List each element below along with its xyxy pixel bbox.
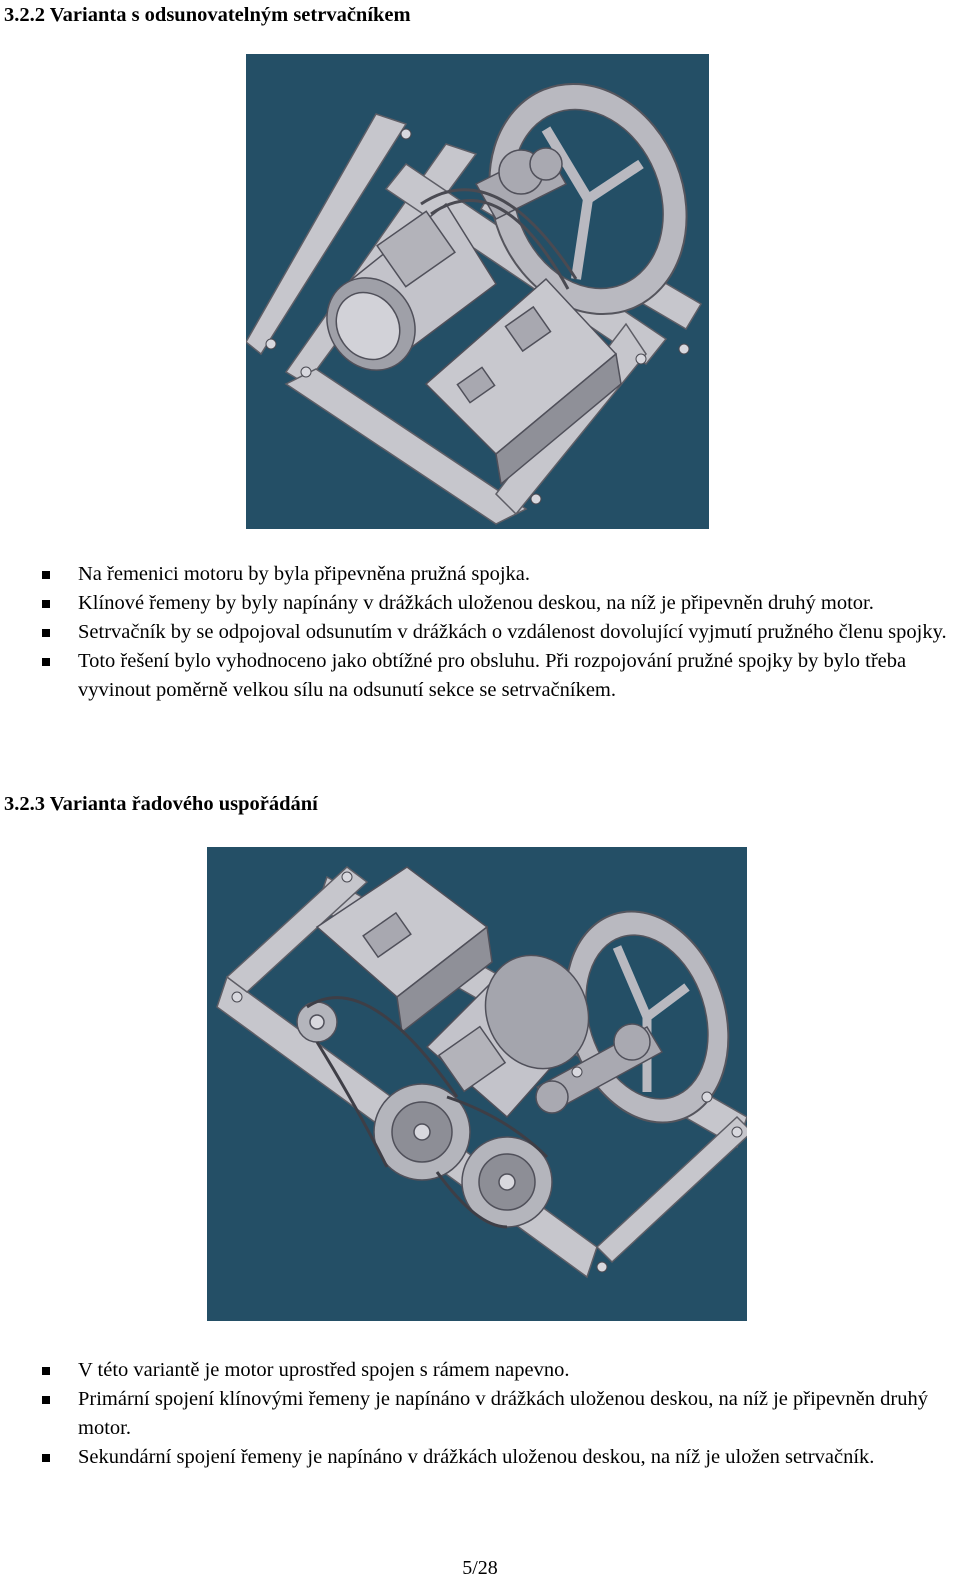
list-item: Setrvačník by se odpojoval odsunutím v drážkách o vzdálenost dovolující vyjmutí pružného členu spojky. xyxy=(42,618,957,647)
bullet-square-icon xyxy=(42,658,50,666)
page-number: 5/28 xyxy=(462,1557,498,1579)
bullet-square-icon xyxy=(42,629,50,637)
section-heading-3-2-2: 3.2.2 Varianta s odsunovatelným setrvačníkem xyxy=(4,4,411,26)
bullet-square-icon xyxy=(42,1454,50,1462)
cad-render-inline-variant xyxy=(207,847,747,1321)
list-item: Klínové řemeny by byly napínány v drážkách uloženou deskou, na níž je připevněn druhý motor. xyxy=(42,589,957,618)
list-item: Primární spojení klínovými řemeny je napínáno v drážkách uloženou deskou, na níž je připevněn druhý motor. xyxy=(42,1385,957,1443)
bullet-square-icon xyxy=(42,571,50,579)
cad-render-image-1 xyxy=(246,54,709,529)
list-item: Na řemenici motoru by byla připevněna pružná spojka. xyxy=(42,560,957,589)
bullet-square-icon xyxy=(42,1396,50,1404)
cad-render-flywheel-variant xyxy=(246,54,709,529)
list-item: V této variantě je motor uprostřed spojen s rámem napevno. xyxy=(42,1356,957,1385)
bullet-square-icon xyxy=(42,1367,50,1375)
section-heading-3-2-3: 3.2.3 Varianta řadového uspořádání xyxy=(4,793,318,815)
bullet-list-section-3-2-3 xyxy=(42,1356,957,1472)
list-item: Toto řešení bylo vyhodnoceno jako obtížné pro obsluhu. Při rozpojování pružné spojky by bylo třeba vyvinout poměrně velkou sílu na odsunutí sekce se setrvačníkem. xyxy=(42,647,957,705)
list-item: Sekundární spojení řemeny je napínáno v drážkách uloženou deskou, na níž je uložen setrvačník. xyxy=(42,1443,957,1472)
cad-render-image-2 xyxy=(207,847,747,1321)
bullet-list-section-3-2-2 xyxy=(42,560,957,705)
bullet-square-icon xyxy=(42,600,50,608)
